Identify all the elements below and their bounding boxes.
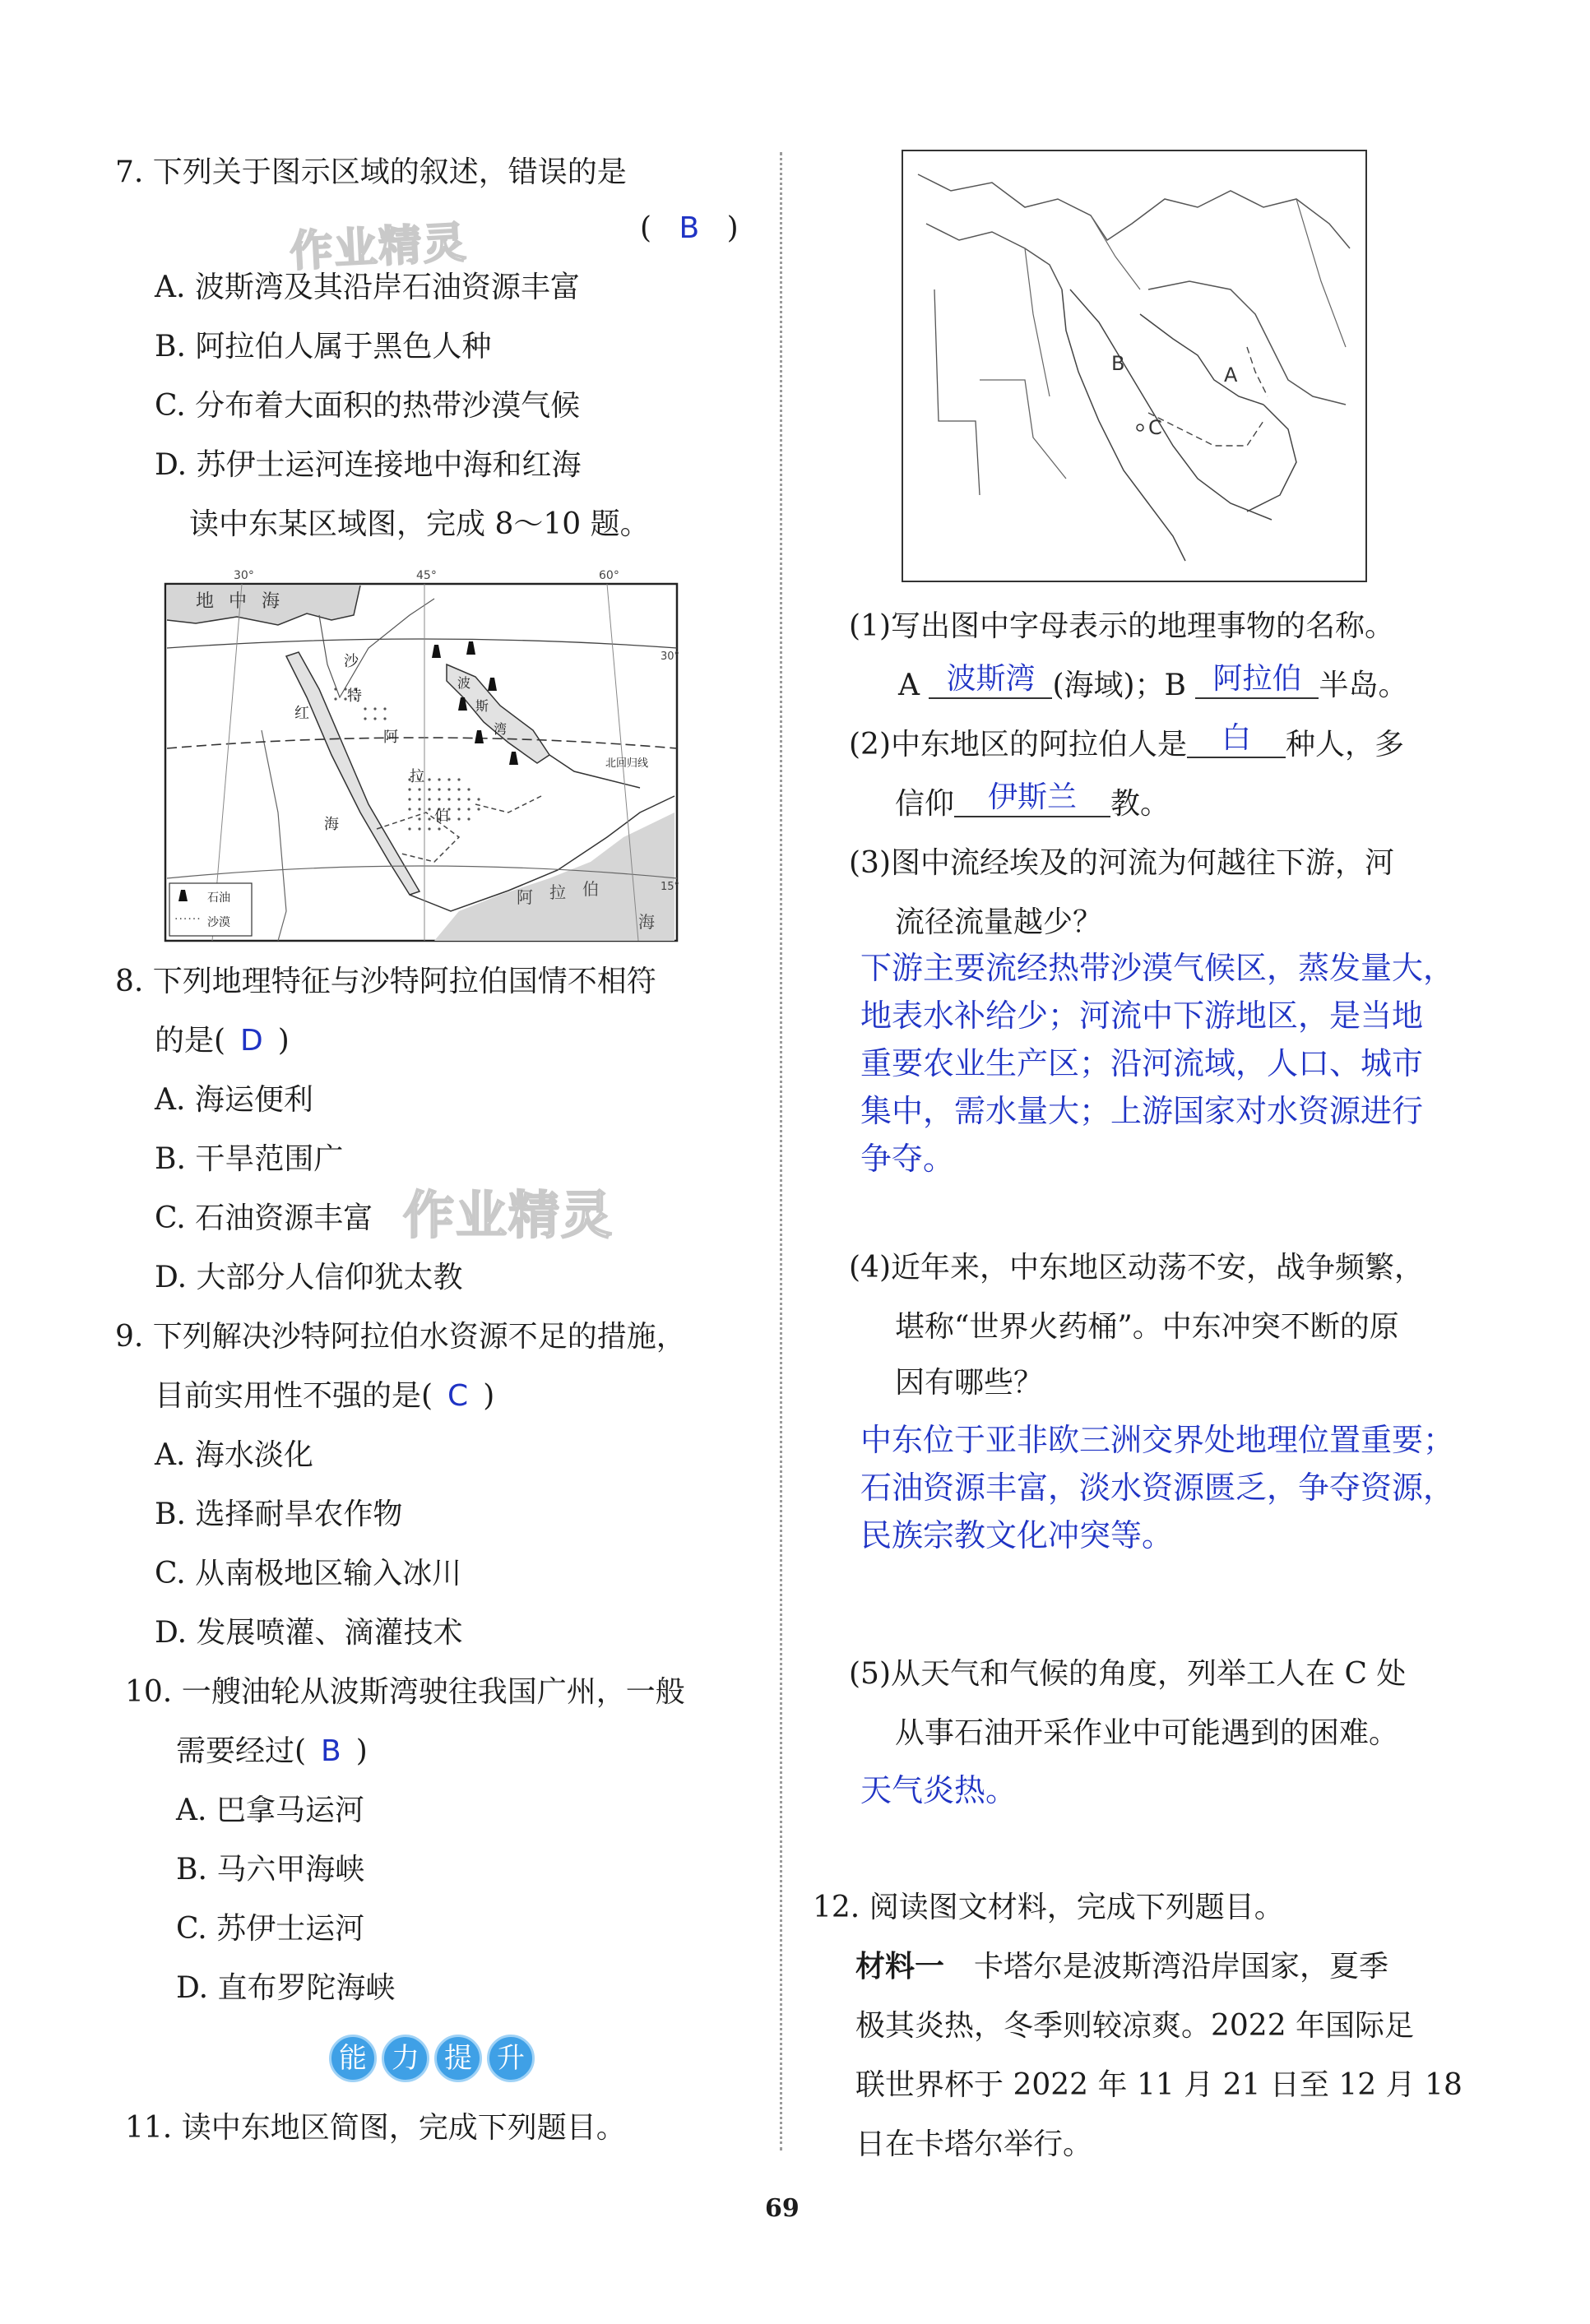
q12-material-line-3: 联世界杯于 2022 年 11 月 21 日至 12 月 18 [855, 2068, 1463, 2102]
q8-option-a: A. 海运便利 [155, 1083, 313, 1117]
svg-text:······: ······ [174, 913, 202, 926]
q12-material-line-2: 极其炎热，冬季则较凉爽。2022 年国际足 [855, 2009, 1415, 2043]
q10-stem-1: 10. 一艘油轮从波斯湾驶往我国广州，一般 [125, 1675, 685, 1709]
svg-text:拉: 拉 [549, 882, 566, 902]
svg-text:斯: 斯 [475, 698, 489, 714]
q7-option-c: C. 分布着大面积的热带沙漠气候 [155, 389, 581, 423]
q11-p4-answer-1: 中东位于亚非欧三洲交界处地理位置重要； [860, 1422, 1455, 1458]
q11-p4-answer-3: 民族宗教文化冲突等。 [860, 1517, 1174, 1553]
middle-east-map-1 [163, 566, 681, 944]
q10-option-a: A. 巴拿马运河 [176, 1794, 364, 1827]
map-label-b: B [1111, 352, 1125, 375]
page-number: 69 [765, 2194, 800, 2223]
q10-answer: B [321, 1734, 341, 1768]
q11-p3-answer-4: 集中，需水量大；上游国家对水资源进行 [860, 1093, 1424, 1129]
q11-religion-answer: 伊斯兰 [954, 780, 1110, 817]
q11-p4-q3: 因有哪些？ [895, 1366, 1044, 1400]
svg-text:阿: 阿 [517, 887, 533, 907]
svg-text:阿: 阿 [383, 729, 398, 746]
material-label: 材料一 [855, 1950, 945, 1984]
q9-option-b: B. 选择耐旱农作物 [155, 1498, 403, 1531]
q8-stem-1: 8. 下列地理特征与沙特阿拉伯国情不相符 [115, 965, 656, 998]
q11-p4-q1: (4)近年来，中东地区动荡不安，战争频繁， [849, 1251, 1424, 1285]
svg-text:红: 红 [294, 705, 309, 722]
svg-text:海: 海 [262, 591, 280, 612]
q9-option-a: A. 海水淡化 [155, 1438, 313, 1472]
q11-p4-q2: 堪称“世界火药桶”。中东冲突不断的原 [895, 1310, 1399, 1344]
q8-option-d: D. 大部分人信仰犹太教 [155, 1261, 463, 1294]
lon-label-60: 60° [599, 569, 619, 582]
q11-a-answer: 波斯湾 [929, 661, 1052, 699]
intro-8-10: 读中东某区域图，完成 8～10 题。 [189, 507, 650, 541]
q10-option-d: D. 直布罗陀海峡 [176, 1971, 396, 2005]
q7-answer-bracket [640, 211, 739, 247]
q7-option-a: A. 波斯湾及其沿岸石油资源丰富 [155, 271, 580, 304]
q11-p4-answer-2: 石油资源丰富，淡水资源匮乏，争夺资源， [860, 1470, 1455, 1506]
q11-p3-q1: (3)图中流经埃及的河流为何越往下游，河 [849, 846, 1394, 880]
tropic-label: 北回归线 [605, 757, 649, 770]
q9-stem-2: 目前实用性不强的是( C ) [155, 1379, 495, 1413]
legend-oil: 石油 [207, 891, 230, 905]
q11-p3-q2: 流径流量越少？ [895, 905, 1103, 939]
middle-east-map-2 [902, 150, 1367, 582]
q12-material-line-1: 材料一 卡塔尔是波斯湾沿岸国家，夏季 [855, 1950, 1389, 1984]
q10-option-b: B. 马六甲海峡 [176, 1853, 365, 1887]
q10-stem-2: 需要经过( B ) [176, 1734, 368, 1768]
lon-label-30: 30° [234, 569, 254, 582]
svg-text:地: 地 [196, 591, 215, 612]
svg-text:湾: 湾 [494, 721, 508, 737]
q8-option-c: C. 石油资源丰富 [155, 1201, 373, 1235]
q7-answer: B [679, 211, 700, 245]
svg-text:波: 波 [457, 675, 471, 691]
q11-p5-q1: (5)从天气和气候的角度，列举工人在 C 处 [849, 1657, 1407, 1691]
paren-close: ) [726, 211, 739, 245]
q8-stem-2: 的是( D ) [155, 1024, 290, 1058]
q11-p3-answer-5: 争夺。 [860, 1141, 955, 1177]
svg-text:特: 特 [347, 687, 362, 705]
q12-stem: 12. 阅读图文材料，完成下列题目。 [813, 1891, 1284, 1924]
q11-p2-line-2: 信仰 伊斯兰 教。 [895, 780, 1170, 821]
q7-option-b: B. 阿拉伯人属于黑色人种 [155, 330, 492, 363]
watermark-2: 作业精灵 [403, 1185, 614, 1245]
q9-option-c: C. 从南极地区输入冰川 [155, 1557, 462, 1590]
paren-open: ( [640, 211, 652, 245]
q7-stem: 7. 下列关于图示区域的叙述，错误的是 [115, 155, 627, 189]
section-title-ability: 能 力 提 升 [329, 2035, 540, 2082]
svg-text:15°: 15° [660, 881, 679, 893]
svg-text:海: 海 [638, 912, 655, 932]
q11-p3-answer-1: 下游主要流经热带沙漠气候区，蒸发量大， [860, 950, 1455, 986]
map-label-c: C [1148, 416, 1162, 439]
map-label-a: A [1224, 363, 1238, 387]
q11-p2-line-1: (2)中东地区的阿拉伯人是 白 种人，多 [849, 721, 1405, 762]
svg-text:拉: 拉 [410, 768, 424, 785]
lon-label-45: 45° [416, 569, 437, 582]
q11-p1-text: (1)写出图中字母表示的地理事物的名称。 [849, 609, 1394, 643]
q11-p5-answer: 天气炎热。 [860, 1772, 1018, 1808]
q11-race-answer: 白 [1187, 720, 1286, 758]
svg-text:沙: 沙 [344, 653, 359, 670]
svg-text:伯: 伯 [582, 879, 599, 899]
q9-option-d: D. 发展喷灌、滴灌技术 [155, 1616, 463, 1650]
q9-stem-1: 9. 下列解决沙特阿拉伯水资源不足的措施， [115, 1320, 686, 1354]
q8-option-b: B. 干旱范围广 [155, 1142, 344, 1176]
watermark: 作业精灵 [288, 218, 469, 277]
q11-p1-answers: A 波斯湾 (海域)；B 阿拉伯 半岛。 [898, 662, 1408, 702]
svg-text:海: 海 [324, 816, 339, 833]
column-divider [780, 152, 782, 2150]
legend-desert: 沙漠 [207, 916, 230, 929]
q11-p5-q2: 从事石油开采作业中可能遇到的困难。 [895, 1716, 1399, 1750]
q11-stem: 11. 读中东地区简图，完成下列题目。 [125, 2111, 626, 2145]
svg-text:30°: 30° [660, 650, 679, 663]
q8-answer: D [240, 1024, 263, 1058]
q11-p3-answer-2: 地表水补给少；河流中下游地区，是当地 [860, 998, 1424, 1034]
q7-option-d: D. 苏伊士运河连接地中海和红海 [155, 448, 582, 482]
q12-material-line-4: 日在卡塔尔举行。 [855, 2127, 1093, 2161]
q9-answer: C [447, 1379, 469, 1413]
q10-option-c: C. 苏伊士运河 [176, 1912, 365, 1946]
q11-b-answer: 阿拉伯 [1195, 661, 1319, 699]
svg-text:伯: 伯 [434, 808, 449, 825]
svg-text:中: 中 [229, 591, 248, 612]
q11-p3-answer-3: 重要农业生产区；沿河流域，人口、城市 [860, 1045, 1424, 1081]
